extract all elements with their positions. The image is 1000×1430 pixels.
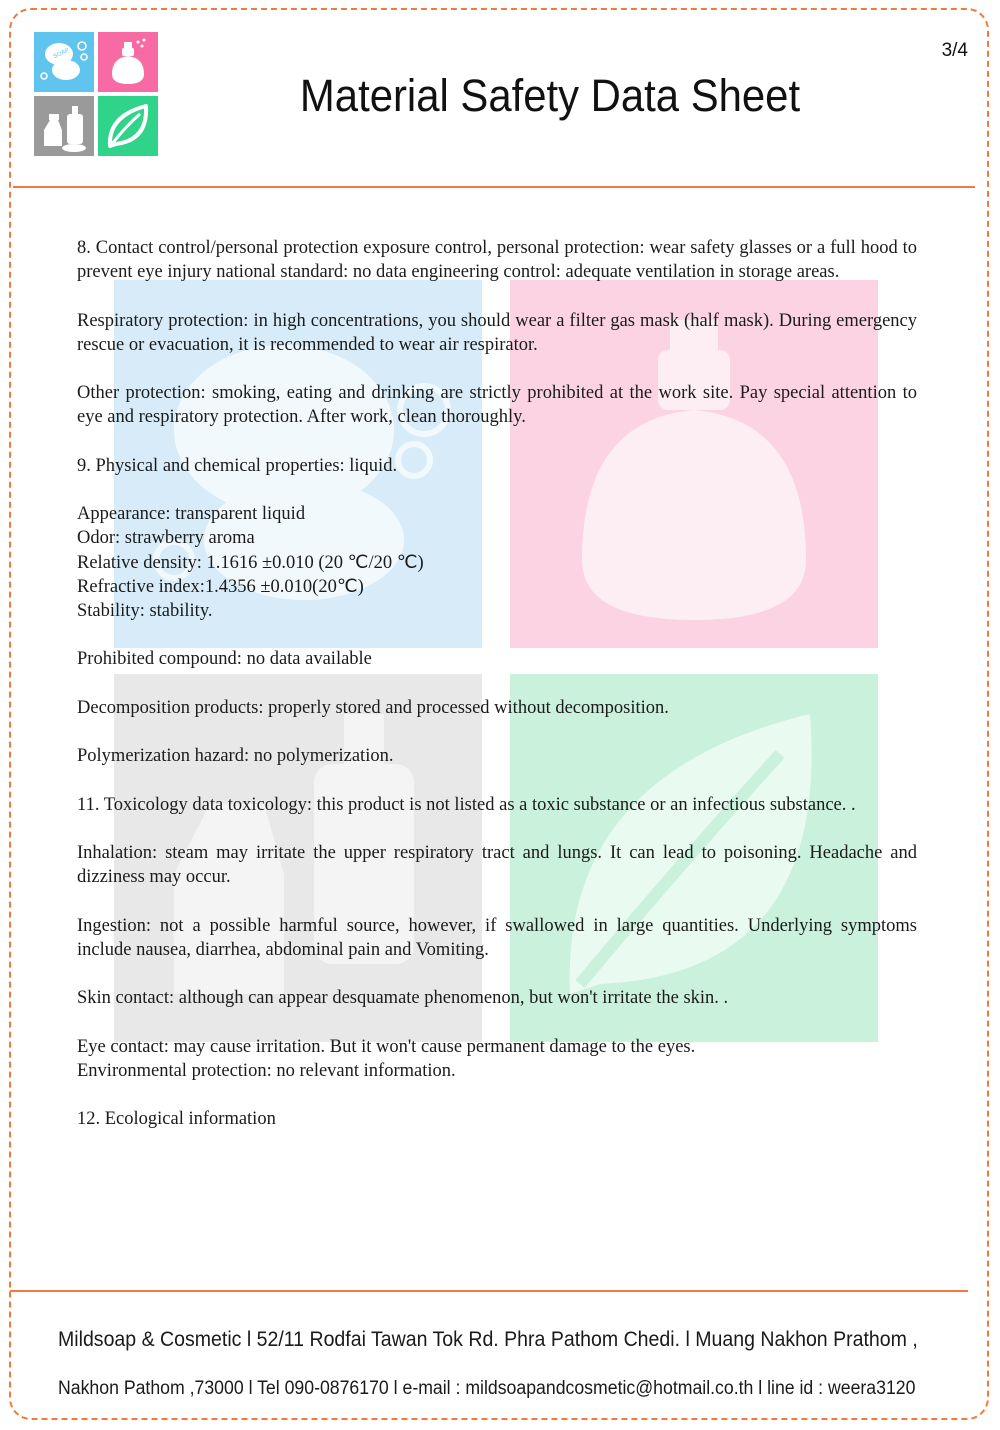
leaf-icon xyxy=(98,96,158,156)
skin-contact: Skin contact: although can appear desquamate phenomenon, but won't irritate the skin. . xyxy=(77,988,729,1009)
cosmetic-bottles-icon xyxy=(34,96,94,156)
spray-bottle-icon xyxy=(98,32,158,92)
footer-contact-line: Nakhon Pathom ,73000 l Tel 090-0876170 l e-mail : mildsoapandcosmetic@hotmail.co.th l line id : weera3120 xyxy=(58,1378,916,1399)
document-body xyxy=(77,236,917,1156)
soap-bars-icon xyxy=(34,32,94,92)
footer-divider xyxy=(10,1290,968,1292)
inhalation: Inhalation: steam may irritate the upper respiratory tract and lungs. It can lead to poisoning. Headache and dizziness may occur. xyxy=(77,842,917,888)
footer-address-line: Mildsoap & Cosmetic l 52/11 Rodfai Tawan Tok Rd. Phra Pathom Chedi. l Muang Nakhon Prathom , xyxy=(58,1328,918,1351)
odor-line: Odor: strawberry aroma xyxy=(77,528,255,549)
prohibited-compound: Prohibited compound: no data available xyxy=(77,649,372,670)
header-divider xyxy=(13,186,975,188)
company-logo xyxy=(34,32,158,156)
respiratory-protection: Respiratory protection: in high concentrations, you should wear a filter gas mask (half mask). During emergency rescue or evacuation, it is recommended to wear air respirator. xyxy=(77,310,917,355)
soap-label: SOAP xyxy=(52,47,71,61)
section-12-heading: 12. Ecological information xyxy=(77,1109,276,1130)
other-protection: Other protection: smoking, eating and drinking are strictly prohibited at the work site. Pay special attention to eye and respiratory protection. After work, clean thoroughly. xyxy=(77,383,917,428)
refractive-index-line: Refractive index:1.4356 ±0.010(20℃) xyxy=(77,576,364,597)
ingestion: Ingestion: not a possible harmful source, however, if swallowed in large quantities. Underlying symptoms include nausea, diarrhea, abdominal pain and Vomiting. xyxy=(77,915,917,960)
appearance-line: Appearance: transparent liquid xyxy=(77,504,306,525)
decomposition-products: Decomposition products: properly stored and processed without decomposition. xyxy=(77,697,669,718)
section-8-contact-control: 8. Contact control/personal protection exposure control, personal protection: wear safety glasses or a full hood to prevent eye injury national standard: no data engineering control: adequate ventilation in storage areas. xyxy=(77,238,917,283)
eye-contact: Eye contact: may cause irritation. But it won't cause permanent damage to the eyes. xyxy=(77,1036,696,1057)
environmental-protection: Environmental protection: no relevant information. xyxy=(77,1060,456,1081)
section-9-heading: 9. Physical and chemical properties: liquid. xyxy=(77,455,398,476)
page-number: 3/4 xyxy=(941,40,968,61)
page-title: Material Safety Data Sheet xyxy=(299,70,801,121)
density-line: Relative density: 1.1616 ±0.010 (20 ℃/20 ℃) xyxy=(77,552,424,573)
section-11-toxicology: 11. Toxicology data toxicology: this product is not listed as a toxic substance or an infectious substance. . xyxy=(77,794,856,815)
polymerization-hazard: Polymerization hazard: no polymerization. xyxy=(77,746,394,767)
stability-line: Stability: stability. xyxy=(77,600,213,621)
